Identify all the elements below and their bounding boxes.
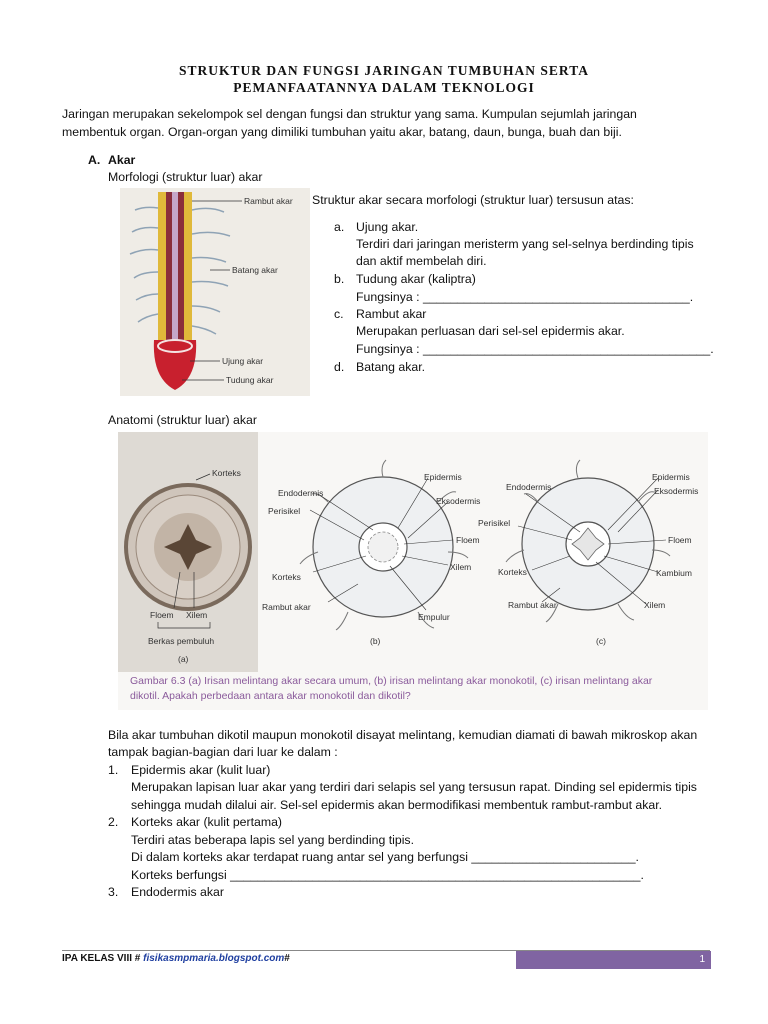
fig-b-label-perisikel: Perisikel	[268, 506, 301, 516]
fig-a-label-floem: Floem	[150, 610, 174, 620]
figure-caption-line1: Gambar 6.3 (a) Irisan melintang akar secara umum, (b) irisan melintang akar monokotil, (c) irisan melintang akar	[130, 675, 653, 687]
figure-caption-line2: dikotil. Apakah perbedaan antara akar monokotil dan dikotil?	[130, 690, 411, 702]
fig-b-label-empulur: Empulur	[418, 612, 450, 622]
label-tudung-akar: Tudung akar	[226, 375, 274, 385]
section-a-title: Akar	[108, 153, 136, 167]
item-b-line2: Fungsinya : _______________________________________.	[356, 290, 694, 304]
fig-b-label-eksodermis: Eksodermis	[436, 496, 481, 506]
item-b-marker: b.	[334, 272, 345, 286]
root-cross-section-illustration	[118, 432, 708, 710]
body-para-line2: tampak bagian-bagian dari luar ke dalam :	[108, 745, 338, 759]
fig-c-label-perisikel: Perisikel	[478, 518, 511, 528]
item-a-line3: dan aktif membelah diri.	[356, 254, 487, 268]
section-a-subtitle: Morfologi (struktur luar) akar	[108, 170, 263, 184]
page-title-line1: STRUKTUR DAN FUNGSI JARINGAN TUMBUHAN SERTA	[179, 63, 589, 78]
item-d-line1: Batang akar.	[356, 360, 426, 374]
item-b-line1: Tudung akar (kaliptra)	[356, 272, 476, 286]
fig-a-label-korteks: Korteks	[212, 468, 241, 478]
fig-a-label-a: (a)	[178, 654, 189, 664]
footer-label	[62, 953, 290, 964]
item-c-line1: Rambut akar	[356, 307, 427, 321]
body-item-1-marker: 1.	[108, 763, 119, 777]
fig-c-label-floem: Floem	[668, 535, 692, 545]
fig-c-label-rambut-akar: Rambut akar	[508, 600, 557, 610]
fig-c-label-korteks: Korteks	[498, 567, 527, 577]
fig-b-label-epidermis: Epidermis	[424, 472, 462, 482]
fig-b-label-rambut-akar: Rambut akar	[262, 602, 311, 612]
item-a-line2: Terdiri dari jaringan meristerm yang sel-selnya berdinding tipis	[356, 237, 694, 251]
root-morphology-figure	[120, 188, 310, 396]
page-number-box	[516, 951, 711, 969]
fig-c-label-xilem: Xilem	[644, 600, 666, 610]
body-para-line1: Bila akar tumbuhan dikotil maupun monokotil disayat melintang, kemudian diamati di bawah mikroskop akan	[108, 728, 698, 742]
fig-c-label-eksodermis: Eksodermis	[654, 486, 699, 496]
item-c-line2: Merupakan perluasan dari sel-sel epidermis akar.	[356, 324, 625, 338]
label-ujung-akar: Ujung akar	[222, 356, 264, 366]
fig-b-label-floem: Floem	[456, 535, 480, 545]
anatomy-subtitle: Anatomi (struktur luar) akar	[108, 413, 257, 427]
item-c-marker: c.	[334, 307, 344, 321]
fig-c-label-c: (c)	[596, 636, 606, 646]
fig-c-label-kambium: Kambium	[656, 568, 692, 578]
item-c-line3: Fungsinya : __________________________________________.	[356, 342, 714, 356]
footer-suffix: #	[284, 953, 290, 964]
intro-line-1: Jaringan merupakan sekelompok sel dengan fungsi dan struktur yang sama. Kumpulan sejumlah jaringan	[62, 107, 637, 121]
fig-c-label-endodermis: Endodermis	[506, 482, 552, 492]
fig-b-label-xilem: Xilem	[450, 562, 472, 572]
body-item-2-line2: Terdiri atas beberapa lapis sel yang berdinding tipis.	[131, 833, 414, 847]
section-a-marker: A.	[88, 153, 101, 167]
body-item-1-line1: Epidermis akar (kulit luar)	[131, 763, 271, 777]
body-item-2-line1: Korteks akar (kulit pertama)	[131, 815, 283, 829]
page-title-line2: PEMANFAATANNYA DALAM TEKNOLOGI	[233, 80, 535, 95]
body-item-1-line3: sehingga mudah dilalui air. Sel-sel epidermis akan bermodifikasi membentuk rambut-rambut akar.	[131, 798, 663, 812]
fig-b-label-korteks: Korteks	[272, 572, 301, 582]
body-item-1-line2: Merupakan lapisan luar akar yang terdiri dari selapis sel yang tersusun rapat. Dinding sel epidermis tipis	[131, 780, 697, 794]
label-batang-akar: Batang akar	[232, 265, 278, 275]
page-number: 1	[699, 954, 705, 965]
root-anatomy-figure	[118, 432, 708, 710]
intro-line-2: membentuk organ. Organ-organ yang dimiliki tumbuhan yaitu akar, batang, daun, bunga, buah dan biji.	[62, 125, 622, 139]
body-item-2-marker: 2.	[108, 815, 119, 829]
footer-prefix: IPA KELAS VIII #	[62, 953, 144, 964]
body-item-2-line4: Korteks berfungsi ____________________________________________________________.	[131, 868, 644, 882]
body-item-3-marker: 3.	[108, 885, 119, 899]
body-item-2-line3: Di dalam korteks akar terdapat ruang antar sel yang berfungsi ________________________.	[131, 850, 639, 864]
fig-a-label-berkas-pembuluh: Berkas pembuluh	[148, 636, 215, 646]
fig-b-label-b: (b)	[370, 636, 381, 646]
root-illustration	[120, 188, 310, 396]
fig-b-label-endodermis: Endodermis	[278, 488, 324, 498]
fig-a-label-xilem: Xilem	[186, 610, 208, 620]
footer-site-link[interactable]: fisikasmpmaria.blogspot.com	[143, 953, 285, 964]
body-item-3-line1: Endodermis akar	[131, 885, 224, 899]
item-d-marker: d.	[334, 360, 345, 374]
morphology-intro: Struktur akar secara morfologi (struktur luar) tersusun atas:	[312, 193, 634, 207]
label-rambut-akar: Rambut akar	[244, 196, 293, 206]
item-a-marker: a.	[334, 220, 345, 234]
fig-c-label-epidermis: Epidermis	[652, 472, 690, 482]
item-a-line1: Ujung akar.	[356, 220, 419, 234]
